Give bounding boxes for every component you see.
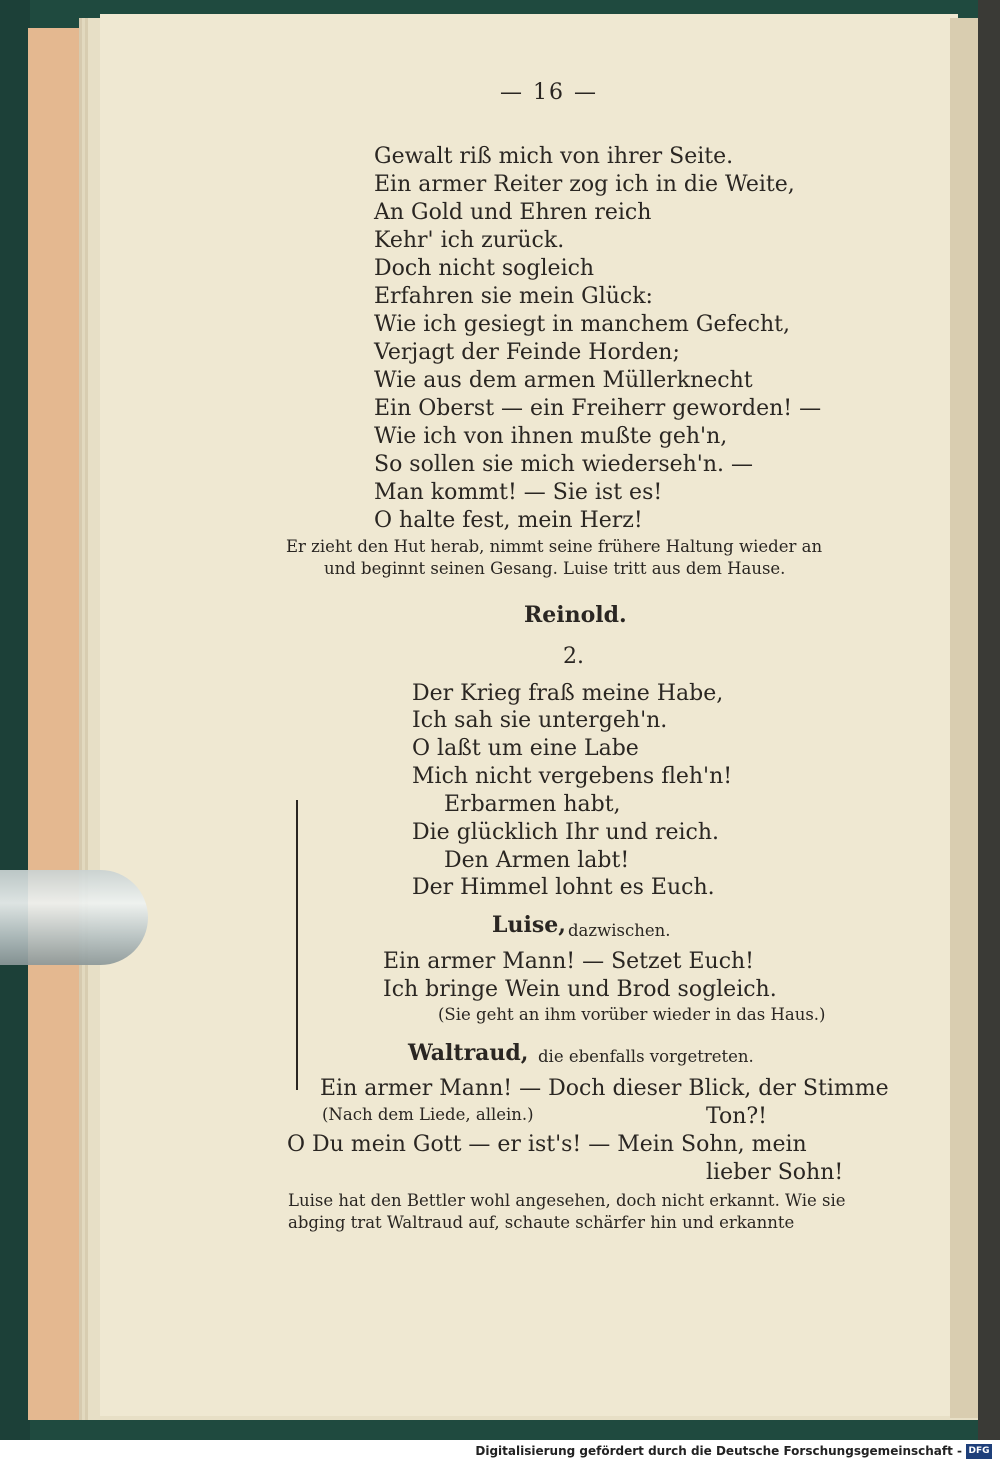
stage-direction: Luise hat den Bettler wohl angesehen, doch nicht erkannt. Wie sie	[288, 1191, 846, 1210]
speaker-name: Waltraud,	[408, 1040, 529, 1066]
verse-line: An Gold und Ehren reich	[374, 200, 652, 225]
verse-line: Die glücklich Ihr und reich.	[412, 820, 720, 845]
verse-line: O Du mein Gott — er ist's! — Mein Sohn, mein	[287, 1132, 807, 1157]
verse-line: Ton?!	[706, 1104, 768, 1129]
verse-line: O laßt um eine Labe	[412, 736, 639, 761]
verse-line: Wie aus dem armen Müllerknecht	[374, 368, 753, 393]
verse-line: O halte fest, mein Herz!	[374, 508, 643, 533]
verse-line: Der Himmel lohnt es Euch.	[412, 875, 715, 900]
speaker-name: Reinold.	[524, 602, 627, 628]
verse-line: Ein Oberst — ein Freiherr geworden! —	[374, 396, 822, 421]
footer-credit: Digitalisierung gefördert durch die Deutsche Forschungsgemeinschaft -	[475, 1444, 962, 1458]
verse-line: Wie ich gesiegt in manchem Gefecht,	[374, 312, 790, 337]
verse-line: Ich bringe Wein und Brod sogleich.	[383, 977, 777, 1002]
verse-line: Ein armer Reiter zog ich in die Weite,	[374, 172, 795, 197]
verse-line: Den Armen labt!	[444, 848, 630, 873]
stage-direction: Er zieht den Hut herab, nimmt seine frühere Haltung wieder an	[286, 537, 823, 556]
page-right-edge	[950, 18, 980, 1418]
verse-line: Ich sah sie untergeh'n.	[412, 708, 668, 733]
verse-line: Ein armer Mann! — Setzet Euch!	[383, 949, 755, 974]
dfg-logo-icon: DFG	[966, 1444, 992, 1459]
verse-line: Wie ich von ihnen mußte geh'n,	[374, 424, 728, 449]
page-number: — 16 —	[500, 80, 598, 105]
verse-line: Ein armer Mann! — Doch dieser Blick, der Stimme	[320, 1076, 889, 1101]
scanner-background	[0, 0, 30, 1440]
stage-direction: und beginnt seinen Gesang. Luise tritt aus dem Hause.	[324, 559, 786, 578]
stage-direction: die ebenfalls vorgetreten.	[538, 1047, 754, 1066]
verse-line: Gewalt riß mich von ihrer Seite.	[374, 144, 734, 169]
verse-line: lieber Sohn!	[706, 1160, 844, 1185]
bracket	[296, 800, 306, 1090]
speaker-name: Luise,	[492, 912, 566, 938]
verse-line: So sollen sie mich wiederseh'n. —	[374, 452, 754, 477]
verse-line: Der Krieg fraß meine Habe,	[412, 681, 724, 706]
verse-line: Kehr' ich zurück.	[374, 228, 565, 253]
verse-line: Erfahren sie mein Glück:	[374, 284, 653, 309]
verse-line: Man kommt! — Sie ist es!	[374, 480, 663, 505]
song-number: 2.	[563, 644, 584, 669]
stage-direction: (Sie geht an ihm vorüber wieder in das Haus.)	[438, 1005, 826, 1024]
verse-line: Doch nicht sogleich	[374, 256, 595, 281]
scanner-right-edge	[978, 0, 1000, 1440]
stage-direction: abging trat Waltraud auf, schaute schärfer hin und erkannte	[288, 1213, 795, 1232]
stage-direction: (Nach dem Liede, allein.)	[322, 1105, 534, 1124]
verse-line: Verjagt der Feinde Horden;	[374, 340, 680, 365]
verse-line: Erbarmen habt,	[444, 792, 621, 817]
page-clip	[0, 870, 148, 965]
stage-direction: dazwischen.	[568, 921, 671, 940]
verse-line: Mich nicht vergebens fleh'n!	[412, 764, 733, 789]
footer-bar	[0, 1440, 1000, 1465]
